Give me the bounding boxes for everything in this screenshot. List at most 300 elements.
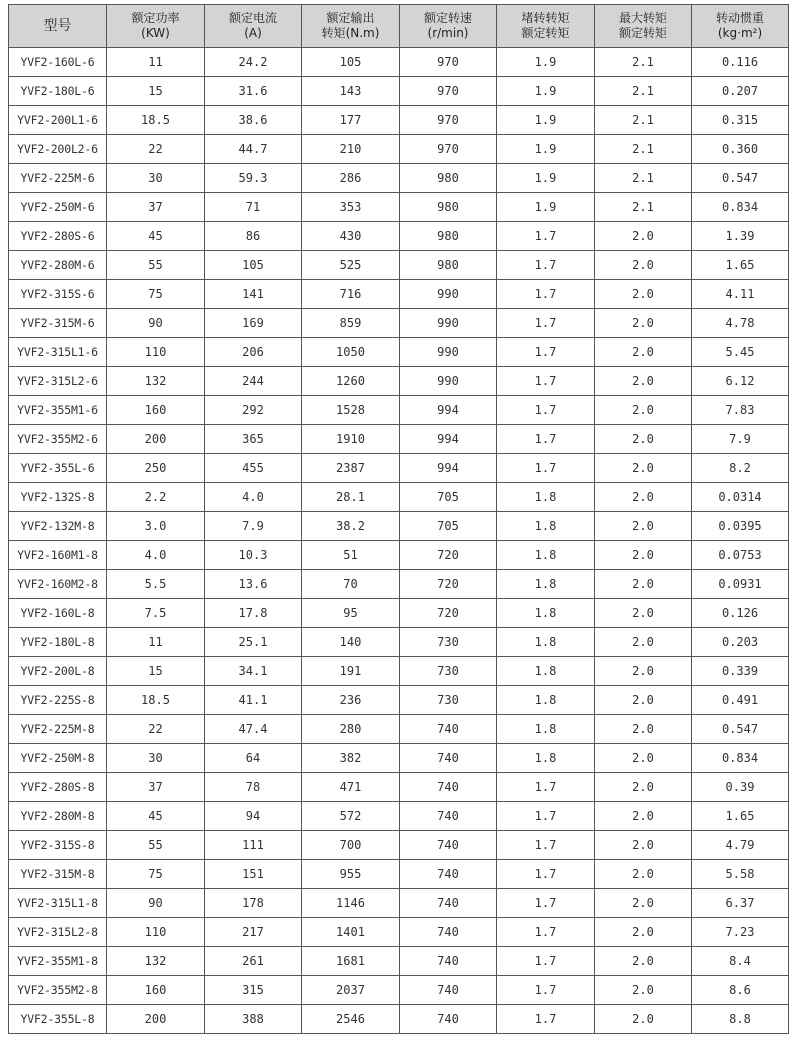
speed-cell: 970: [400, 135, 497, 164]
locked-rotor-ratio-cell: 1.7: [497, 976, 595, 1005]
power-cell: 30: [107, 744, 205, 773]
current-cell: 7.9: [205, 512, 302, 541]
inertia-cell: 0.547: [692, 164, 789, 193]
locked-rotor-ratio-cell: 1.7: [497, 251, 595, 280]
table-row: [9, 541, 789, 570]
locked-rotor-ratio-cell: 1.7: [497, 947, 595, 976]
table-row: [9, 976, 789, 1005]
current-cell: 292: [205, 396, 302, 425]
speed-cell: 980: [400, 251, 497, 280]
power-cell: 18.5: [107, 686, 205, 715]
locked-rotor-ratio-cell: 1.9: [497, 193, 595, 222]
max-torque-ratio-cell: 2.0: [595, 831, 692, 860]
torque-cell: 1260: [302, 367, 400, 396]
torque-cell: 177: [302, 106, 400, 135]
current-cell: 47.4: [205, 715, 302, 744]
speed-cell: 970: [400, 48, 497, 77]
torque-cell: 859: [302, 309, 400, 338]
speed-cell: 970: [400, 106, 497, 135]
locked-rotor-ratio-cell: 1.7: [497, 396, 595, 425]
inertia-cell: 1.39: [692, 222, 789, 251]
model-cell: YVF2-225S-8: [9, 686, 107, 715]
power-cell: 18.5: [107, 106, 205, 135]
locked-rotor-ratio-cell: 1.8: [497, 512, 595, 541]
table-row: [9, 309, 789, 338]
current-cell: 111: [205, 831, 302, 860]
table-row: [9, 338, 789, 367]
speed-cell: 740: [400, 918, 497, 947]
speed-cell: 990: [400, 280, 497, 309]
inertia-cell: 0.207: [692, 77, 789, 106]
current-cell: 41.1: [205, 686, 302, 715]
spec-sheet: [8, 4, 788, 1034]
table-row: [9, 280, 789, 309]
model-cell: YVF2-160M2-8: [9, 570, 107, 599]
locked-rotor-ratio-cell: 1.8: [497, 744, 595, 773]
inertia-cell: 0.0931: [692, 570, 789, 599]
locked-rotor-ratio-cell: 1.7: [497, 222, 595, 251]
torque-cell: 105: [302, 48, 400, 77]
speed-cell: 740: [400, 773, 497, 802]
torque-cell: 525: [302, 251, 400, 280]
model-cell: YVF2-250M-8: [9, 744, 107, 773]
model-cell: YVF2-250M-6: [9, 193, 107, 222]
torque-cell: 70: [302, 570, 400, 599]
speed-cell: 740: [400, 802, 497, 831]
model-cell: YVF2-315L2-6: [9, 367, 107, 396]
table-body: [9, 48, 789, 1034]
locked-rotor-ratio-cell: 1.9: [497, 164, 595, 193]
table-row: [9, 947, 789, 976]
power-cell: 132: [107, 367, 205, 396]
model-cell: YVF2-355L-6: [9, 454, 107, 483]
table-row: [9, 715, 789, 744]
table-row: [9, 425, 789, 454]
power-cell: 200: [107, 425, 205, 454]
power-cell: 110: [107, 918, 205, 947]
header-cell-rated-power: 额定功率 (KW): [107, 5, 205, 48]
current-cell: 64: [205, 744, 302, 773]
max-torque-ratio-cell: 2.0: [595, 947, 692, 976]
model-cell: YVF2-200L2-6: [9, 135, 107, 164]
torque-cell: 210: [302, 135, 400, 164]
torque-cell: 95: [302, 599, 400, 628]
table-row: [9, 483, 789, 512]
table-row: [9, 918, 789, 947]
model-cell: YVF2-355M1-6: [9, 396, 107, 425]
table-row: [9, 831, 789, 860]
power-cell: 4.0: [107, 541, 205, 570]
inertia-cell: 0.834: [692, 744, 789, 773]
model-cell: YVF2-315M-6: [9, 309, 107, 338]
max-torque-ratio-cell: 2.0: [595, 657, 692, 686]
table-row: [9, 889, 789, 918]
torque-cell: 572: [302, 802, 400, 831]
locked-rotor-ratio-cell: 1.7: [497, 773, 595, 802]
current-cell: 4.0: [205, 483, 302, 512]
locked-rotor-ratio-cell: 1.9: [497, 77, 595, 106]
model-cell: YVF2-160M1-8: [9, 541, 107, 570]
header-cell-max-torque-ratio: 最大转矩 额定转矩: [595, 5, 692, 48]
locked-rotor-ratio-cell: 1.8: [497, 483, 595, 512]
power-cell: 22: [107, 715, 205, 744]
torque-cell: 1401: [302, 918, 400, 947]
speed-cell: 705: [400, 483, 497, 512]
locked-rotor-ratio-cell: 1.7: [497, 802, 595, 831]
max-torque-ratio-cell: 2.0: [595, 773, 692, 802]
inertia-cell: 0.339: [692, 657, 789, 686]
inertia-cell: 5.58: [692, 860, 789, 889]
power-cell: 45: [107, 802, 205, 831]
table-row: [9, 802, 789, 831]
max-torque-ratio-cell: 2.0: [595, 541, 692, 570]
current-cell: 169: [205, 309, 302, 338]
max-torque-ratio-cell: 2.0: [595, 599, 692, 628]
current-cell: 13.6: [205, 570, 302, 599]
locked-rotor-ratio-cell: 1.9: [497, 48, 595, 77]
power-cell: 22: [107, 135, 205, 164]
power-cell: 55: [107, 251, 205, 280]
inertia-cell: 6.37: [692, 889, 789, 918]
model-cell: YVF2-315L2-8: [9, 918, 107, 947]
model-cell: YVF2-160L-6: [9, 48, 107, 77]
inertia-cell: 0.0395: [692, 512, 789, 541]
inertia-cell: 7.83: [692, 396, 789, 425]
torque-cell: 382: [302, 744, 400, 773]
power-cell: 37: [107, 773, 205, 802]
inertia-cell: 0.126: [692, 599, 789, 628]
table-row: [9, 686, 789, 715]
max-torque-ratio-cell: 2.0: [595, 744, 692, 773]
inertia-cell: 0.0753: [692, 541, 789, 570]
speed-cell: 990: [400, 338, 497, 367]
torque-cell: 2037: [302, 976, 400, 1005]
power-cell: 132: [107, 947, 205, 976]
current-cell: 105: [205, 251, 302, 280]
speed-cell: 730: [400, 628, 497, 657]
table-row: [9, 367, 789, 396]
inertia-cell: 4.11: [692, 280, 789, 309]
current-cell: 34.1: [205, 657, 302, 686]
torque-cell: 2546: [302, 1005, 400, 1034]
speed-cell: 980: [400, 222, 497, 251]
power-cell: 11: [107, 628, 205, 657]
torque-cell: 28.1: [302, 483, 400, 512]
speed-cell: 740: [400, 860, 497, 889]
torque-cell: 2387: [302, 454, 400, 483]
current-cell: 217: [205, 918, 302, 947]
max-torque-ratio-cell: 2.0: [595, 889, 692, 918]
torque-cell: 51: [302, 541, 400, 570]
power-cell: 55: [107, 831, 205, 860]
model-cell: YVF2-200L1-6: [9, 106, 107, 135]
torque-cell: 471: [302, 773, 400, 802]
inertia-cell: 8.2: [692, 454, 789, 483]
current-cell: 25.1: [205, 628, 302, 657]
current-cell: 86: [205, 222, 302, 251]
torque-cell: 38.2: [302, 512, 400, 541]
inertia-cell: 0.39: [692, 773, 789, 802]
locked-rotor-ratio-cell: 1.8: [497, 657, 595, 686]
max-torque-ratio-cell: 2.0: [595, 454, 692, 483]
model-cell: YVF2-355L-8: [9, 1005, 107, 1034]
current-cell: 388: [205, 1005, 302, 1034]
power-cell: 2.2: [107, 483, 205, 512]
inertia-cell: 0.116: [692, 48, 789, 77]
table-row: [9, 222, 789, 251]
table-row: [9, 1005, 789, 1034]
torque-cell: 280: [302, 715, 400, 744]
current-cell: 261: [205, 947, 302, 976]
torque-cell: 143: [302, 77, 400, 106]
inertia-cell: 5.45: [692, 338, 789, 367]
inertia-cell: 0.360: [692, 135, 789, 164]
speed-cell: 980: [400, 164, 497, 193]
speed-cell: 740: [400, 1005, 497, 1034]
max-torque-ratio-cell: 2.0: [595, 396, 692, 425]
inertia-cell: 0.547: [692, 715, 789, 744]
locked-rotor-ratio-cell: 1.8: [497, 686, 595, 715]
model-cell: YVF2-225M-6: [9, 164, 107, 193]
max-torque-ratio-cell: 2.0: [595, 309, 692, 338]
speed-cell: 740: [400, 889, 497, 918]
torque-cell: 353: [302, 193, 400, 222]
table-row: [9, 773, 789, 802]
model-cell: YVF2-355M2-6: [9, 425, 107, 454]
max-torque-ratio-cell: 2.1: [595, 164, 692, 193]
model-cell: YVF2-200L-8: [9, 657, 107, 686]
max-torque-ratio-cell: 2.0: [595, 715, 692, 744]
model-cell: YVF2-355M1-8: [9, 947, 107, 976]
table-row: [9, 396, 789, 425]
table-row: [9, 599, 789, 628]
header-cell-rated-torque: 额定输出 转矩(N.m): [302, 5, 400, 48]
inertia-cell: 0.834: [692, 193, 789, 222]
power-cell: 110: [107, 338, 205, 367]
table-row: [9, 860, 789, 889]
power-cell: 160: [107, 396, 205, 425]
max-torque-ratio-cell: 2.0: [595, 222, 692, 251]
max-torque-ratio-cell: 2.1: [595, 106, 692, 135]
locked-rotor-ratio-cell: 1.7: [497, 860, 595, 889]
inertia-cell: 0.0314: [692, 483, 789, 512]
max-torque-ratio-cell: 2.0: [595, 425, 692, 454]
model-cell: YVF2-132M-8: [9, 512, 107, 541]
model-cell: YVF2-280S-6: [9, 222, 107, 251]
speed-cell: 980: [400, 193, 497, 222]
speed-cell: 994: [400, 454, 497, 483]
max-torque-ratio-cell: 2.0: [595, 512, 692, 541]
model-cell: YVF2-225M-8: [9, 715, 107, 744]
power-cell: 90: [107, 309, 205, 338]
speed-cell: 730: [400, 657, 497, 686]
current-cell: 44.7: [205, 135, 302, 164]
table-row: [9, 512, 789, 541]
torque-cell: 716: [302, 280, 400, 309]
locked-rotor-ratio-cell: 1.8: [497, 628, 595, 657]
model-cell: YVF2-280S-8: [9, 773, 107, 802]
current-cell: 31.6: [205, 77, 302, 106]
max-torque-ratio-cell: 2.1: [595, 193, 692, 222]
max-torque-ratio-cell: 2.0: [595, 686, 692, 715]
power-cell: 15: [107, 77, 205, 106]
model-cell: YVF2-355M2-8: [9, 976, 107, 1005]
speed-cell: 740: [400, 744, 497, 773]
torque-cell: 191: [302, 657, 400, 686]
current-cell: 178: [205, 889, 302, 918]
current-cell: 59.3: [205, 164, 302, 193]
current-cell: 455: [205, 454, 302, 483]
max-torque-ratio-cell: 2.0: [595, 367, 692, 396]
max-torque-ratio-cell: 2.1: [595, 77, 692, 106]
locked-rotor-ratio-cell: 1.7: [497, 309, 595, 338]
power-cell: 3.0: [107, 512, 205, 541]
max-torque-ratio-cell: 2.0: [595, 483, 692, 512]
torque-cell: 1528: [302, 396, 400, 425]
torque-cell: 236: [302, 686, 400, 715]
torque-cell: 1146: [302, 889, 400, 918]
table-row: [9, 744, 789, 773]
locked-rotor-ratio-cell: 1.8: [497, 715, 595, 744]
power-cell: 90: [107, 889, 205, 918]
max-torque-ratio-cell: 2.0: [595, 1005, 692, 1034]
power-cell: 11: [107, 48, 205, 77]
inertia-cell: 0.491: [692, 686, 789, 715]
power-cell: 15: [107, 657, 205, 686]
torque-cell: 430: [302, 222, 400, 251]
power-cell: 160: [107, 976, 205, 1005]
max-torque-ratio-cell: 2.0: [595, 280, 692, 309]
power-cell: 250: [107, 454, 205, 483]
speed-cell: 994: [400, 425, 497, 454]
torque-cell: 1681: [302, 947, 400, 976]
inertia-cell: 4.78: [692, 309, 789, 338]
power-cell: 5.5: [107, 570, 205, 599]
locked-rotor-ratio-cell: 1.7: [497, 1005, 595, 1034]
locked-rotor-ratio-cell: 1.7: [497, 280, 595, 309]
table-row: [9, 454, 789, 483]
locked-rotor-ratio-cell: 1.9: [497, 106, 595, 135]
header-cell-locked-rotor-ratio: 堵转转矩 额定转矩: [497, 5, 595, 48]
speed-cell: 740: [400, 947, 497, 976]
locked-rotor-ratio-cell: 1.7: [497, 367, 595, 396]
current-cell: 24.2: [205, 48, 302, 77]
inertia-cell: 4.79: [692, 831, 789, 860]
table-row: [9, 657, 789, 686]
speed-cell: 740: [400, 715, 497, 744]
max-torque-ratio-cell: 2.0: [595, 802, 692, 831]
speed-cell: 740: [400, 831, 497, 860]
torque-cell: 140: [302, 628, 400, 657]
current-cell: 78: [205, 773, 302, 802]
header-row: [9, 5, 789, 48]
locked-rotor-ratio-cell: 1.7: [497, 425, 595, 454]
inertia-cell: 0.203: [692, 628, 789, 657]
max-torque-ratio-cell: 2.0: [595, 570, 692, 599]
table-row: [9, 77, 789, 106]
motor-spec-table: [8, 4, 789, 1034]
model-cell: YVF2-315M-8: [9, 860, 107, 889]
model-cell: YVF2-280M-8: [9, 802, 107, 831]
locked-rotor-ratio-cell: 1.9: [497, 135, 595, 164]
header-cell-model: 型号: [9, 5, 107, 48]
locked-rotor-ratio-cell: 1.8: [497, 570, 595, 599]
speed-cell: 720: [400, 599, 497, 628]
max-torque-ratio-cell: 2.0: [595, 976, 692, 1005]
locked-rotor-ratio-cell: 1.7: [497, 338, 595, 367]
model-cell: YVF2-315L1-6: [9, 338, 107, 367]
speed-cell: 970: [400, 77, 497, 106]
model-cell: YVF2-160L-8: [9, 599, 107, 628]
table-row: [9, 193, 789, 222]
current-cell: 151: [205, 860, 302, 889]
model-cell: YVF2-132S-8: [9, 483, 107, 512]
torque-cell: 286: [302, 164, 400, 193]
speed-cell: 705: [400, 512, 497, 541]
speed-cell: 720: [400, 570, 497, 599]
torque-cell: 955: [302, 860, 400, 889]
torque-cell: 700: [302, 831, 400, 860]
table-row: [9, 570, 789, 599]
power-cell: 30: [107, 164, 205, 193]
inertia-cell: 7.9: [692, 425, 789, 454]
table-row: [9, 135, 789, 164]
speed-cell: 720: [400, 541, 497, 570]
power-cell: 75: [107, 280, 205, 309]
current-cell: 206: [205, 338, 302, 367]
inertia-cell: 7.23: [692, 918, 789, 947]
current-cell: 38.6: [205, 106, 302, 135]
power-cell: 75: [107, 860, 205, 889]
current-cell: 71: [205, 193, 302, 222]
torque-cell: 1910: [302, 425, 400, 454]
speed-cell: 730: [400, 686, 497, 715]
model-cell: YVF2-315S-6: [9, 280, 107, 309]
max-torque-ratio-cell: 2.0: [595, 918, 692, 947]
power-cell: 7.5: [107, 599, 205, 628]
table-row: [9, 251, 789, 280]
locked-rotor-ratio-cell: 1.7: [497, 831, 595, 860]
power-cell: 200: [107, 1005, 205, 1034]
table-row: [9, 164, 789, 193]
header-cell-rated-speed: 额定转速 (r/min): [400, 5, 497, 48]
current-cell: 10.3: [205, 541, 302, 570]
current-cell: 94: [205, 802, 302, 831]
max-torque-ratio-cell: 2.0: [595, 860, 692, 889]
speed-cell: 740: [400, 976, 497, 1005]
max-torque-ratio-cell: 2.0: [595, 628, 692, 657]
current-cell: 17.8: [205, 599, 302, 628]
power-cell: 45: [107, 222, 205, 251]
locked-rotor-ratio-cell: 1.7: [497, 454, 595, 483]
torque-cell: 1050: [302, 338, 400, 367]
locked-rotor-ratio-cell: 1.8: [497, 541, 595, 570]
locked-rotor-ratio-cell: 1.7: [497, 918, 595, 947]
max-torque-ratio-cell: 2.0: [595, 338, 692, 367]
model-cell: YVF2-280M-6: [9, 251, 107, 280]
table-row: [9, 106, 789, 135]
inertia-cell: 6.12: [692, 367, 789, 396]
max-torque-ratio-cell: 2.1: [595, 48, 692, 77]
speed-cell: 994: [400, 396, 497, 425]
current-cell: 365: [205, 425, 302, 454]
inertia-cell: 8.8: [692, 1005, 789, 1034]
power-cell: 37: [107, 193, 205, 222]
model-cell: YVF2-315S-8: [9, 831, 107, 860]
header-cell-inertia: 转动惯重 (kg·m²): [692, 5, 789, 48]
locked-rotor-ratio-cell: 1.8: [497, 599, 595, 628]
table-header: [9, 5, 789, 48]
